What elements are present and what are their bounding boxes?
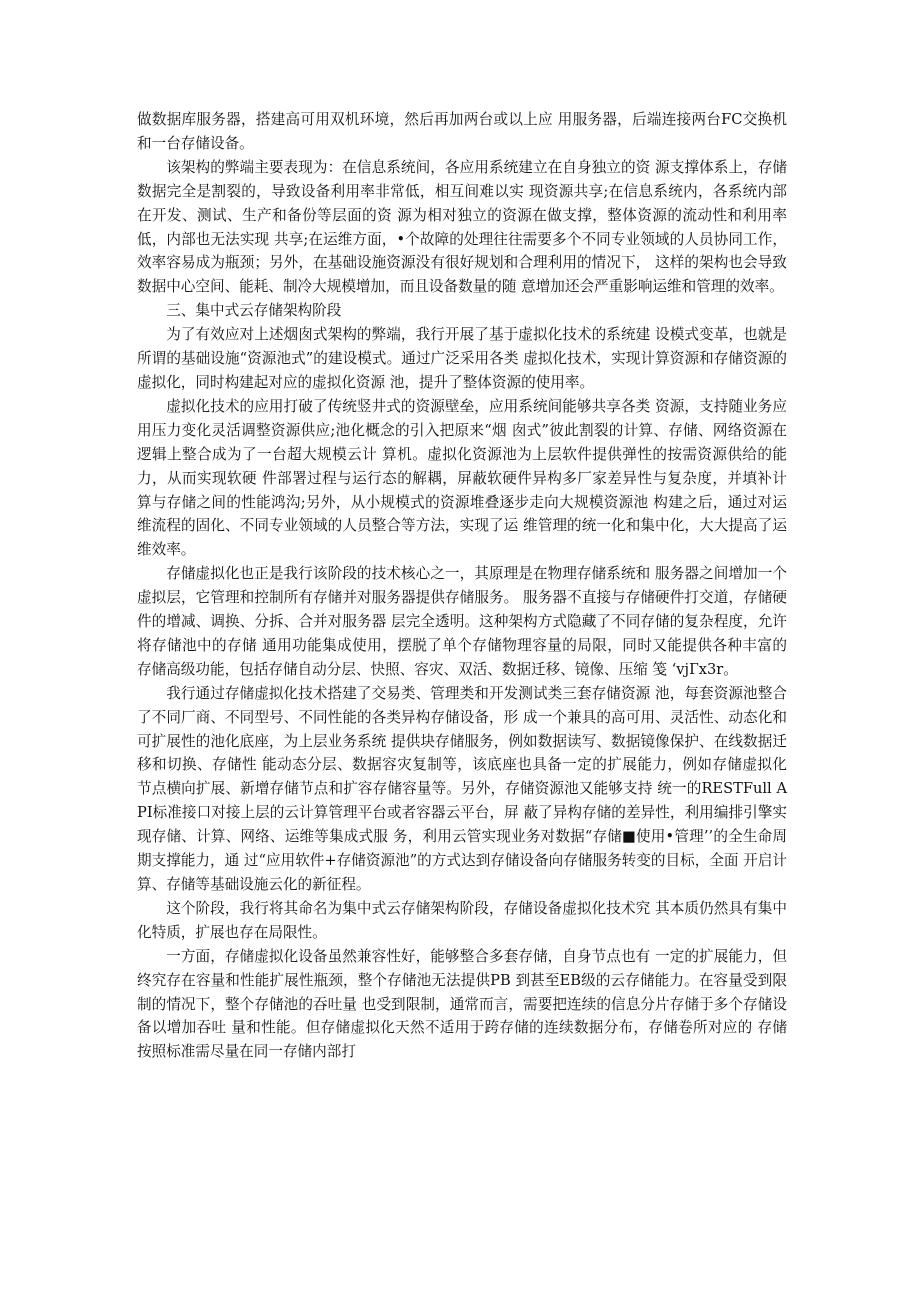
paragraph-1: 做数据库服务器，搭建高可用双机环境，然后再加两台或以上应 用服务器，后端连接两台FC交换机和一台存储设备。 xyxy=(137,111,787,152)
document-page xyxy=(137,108,787,1064)
paragraph-4: 虚拟化技术的应用打破了传统竖井式的资源壁垒，应用系统间能够共享各类 资源，支持随业务应用压力变化灵活调整资源供应;池化概念的引入把原来“烟 囱式”彼此割裂的计算、存储、网络资源在逻辑上整合成为了一台超大规模云计 算机。虚拟化资源池为上层软件提供弹性的按需资源供给的能力，从而实现软硬 件部署过程与运行态的解耦，屏蔽软硬件异构多厂家差异性与复杂度，并填补计 算与存储之间的性能鸿沟;另外，从小规模式的资源堆叠逐步走向大规模资源池 构建之后，通过对运维流程的固化、不同专业领域的人员整合等方法，实现了运 维管理的统一化和集中化，大大提高了运维效率。 xyxy=(137,397,787,559)
paragraph-3: 为了有效应对上述烟囱式架构的弊端，我行开展了基于虚拟化技术的系统建 设模式变革，也就是所谓的基础设施“资源池式”的建设模式。通过广泛采用各类 虚拟化技术，实现计算资源和存储资源的虚拟化，同时构建起对应的虚拟化资源 池，提升了整体资源的使用率。 xyxy=(137,326,787,391)
paragraph-5: 存储虚拟化也正是我行该阶段的技术核心之一，其原理是在物理存储系统和 服务器之间增加一个虚拟层，它管理和控制所有存储并对服务器提供存储服务。 服务器不直接与存储硬件打交道，存储硬件的增减、调换、分拆、合并对服务器 层完全透明。这种架构方式隐藏了不同存储的复杂程度，允许将存储池中的存储 通用功能集成使用，摆脱了单个存储物理容量的局限，同时又能提供各种丰富的 存储高级功能，包括存储自动分层、快照、容灾、双活、数据迁移、镜像、压缩 笺 ‘vjГx3r。 xyxy=(137,565,787,678)
paragraph-8: 一方面，存储虚拟化设备虽然兼容性好，能够整合多套存储，自身节点也有 一定的扩展能力，但终究存在容量和性能扩展性瓶颈，整个存储池无法提供PB 到甚至EB级的云存储能力。在容量受到限制的情况下，整个存储池的吞吐量 也受到限制，通常而言，需要把连续的信息分片存储于多个存储设备以增加吞吐 量和性能。但存储虚拟化天然不适用于跨存储的连续数据分布，存储卷所对应的 存储按照标准需尽量在同一存储内部打 xyxy=(137,947,787,1061)
paragraph-2: 该架构的弊端主要表现为：在信息系统间，各应用系统建立在自身独立的资 源支撑体系上，存储数据完全是割裂的，导致设备利用率非常低，相互间难以实 现资源共享;在信息系统内，各系统内部在开发、测试、生产和备份等层面的资 源为相对独立的资源在做支撑，整体资源的流动性和利用率低，内部也无法实现 共享;在运维方面，•个故障的处理往往需要多个不同专业领域的人员协同工作，效率容易成为瓶颈；另外，在基础设施资源没有很好规划和合理利用的情况下， 这样的架构也会导致数据中心空间、能耗、制冷大规模增加，而且设备数量的随 意增加还会严重影响运维和管理的效率。 xyxy=(137,158,787,296)
section-heading: 三、集中式云存储架构阶段 xyxy=(166,302,342,320)
paragraph-6: 我行通过存储虚拟化技术搭建了交易类、管理类和开发测试类三套存储资源 池，每套资源池整合了不同厂商、不同型号、不同性能的各类异构存储设备，形 成一个兼具的高可用、灵活性、动态化和可扩展性的池化底座，为上层业务系统 提供块存储服务，例如数据读写、数据镜像保护、在线数据迁移和切换、存储性 能动态分层、数据容灾复制等，该底座也具备一定的扩展能力，例如存储虚拟化 节点横向扩展、新增存储节点和扩容存储容量等。另外，存储资源池又能够支持 统一的RESTFull API标准接口对接上层的云计算管理平台或者容器云平台，屏 蔽了异构存储的差异性，利用编排引擎实现存储、计算、网络、运维等集成式服 务，利用云管实现业务对数据“存储■使用•管理’’的全生命周期支撑能力，通 过“应用软件+存储资源池”的方式达到存储设备向存储服务转变的目标，全面 开启计算、存储等基础设施云化的新征程。 xyxy=(137,684,787,893)
paragraph-7: 这个阶段，我行将其命名为集中式云存储架构阶段，存储设备虚拟化技术究 其本质仍然具有集中化特质，扩展也存在局限性。 xyxy=(137,899,787,941)
